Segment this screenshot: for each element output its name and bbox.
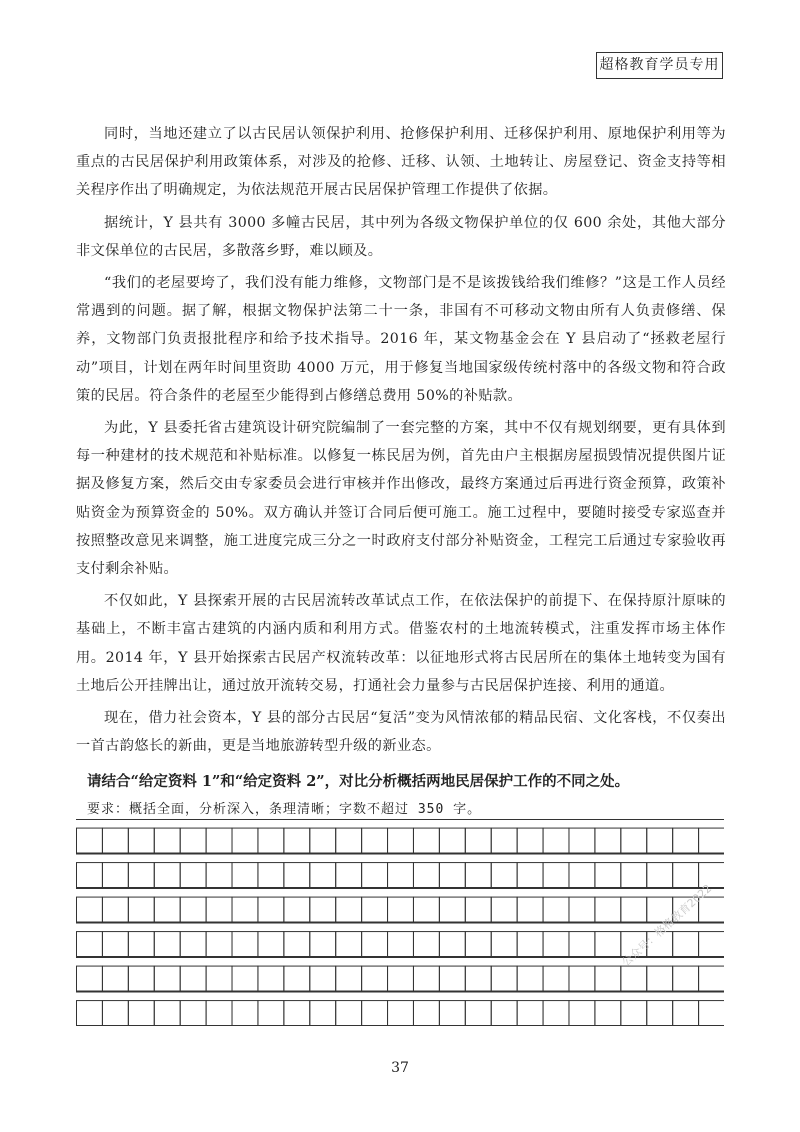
answer-cell[interactable] xyxy=(491,1001,517,1026)
answer-cell[interactable] xyxy=(517,828,543,853)
answer-cell[interactable] xyxy=(362,966,388,991)
answer-cell[interactable] xyxy=(413,863,439,888)
answer-cell[interactable] xyxy=(543,897,569,922)
material-body xyxy=(76,120,726,824)
answer-cell[interactable] xyxy=(699,1001,724,1026)
answer-cell[interactable] xyxy=(336,828,362,853)
answer-cell[interactable] xyxy=(258,932,284,957)
answer-cell[interactable] xyxy=(206,828,232,853)
answer-cell[interactable] xyxy=(543,932,569,957)
answer-cell[interactable] xyxy=(699,966,724,991)
answer-cell[interactable] xyxy=(413,966,439,991)
answer-cell[interactable] xyxy=(388,966,414,991)
answer-cell[interactable] xyxy=(206,966,232,991)
answer-cell[interactable] xyxy=(128,932,154,957)
answer-cell[interactable] xyxy=(128,966,154,991)
answer-cell[interactable] xyxy=(388,1001,414,1026)
answer-cell[interactable] xyxy=(465,897,491,922)
answer-cell[interactable] xyxy=(258,863,284,888)
answer-cell[interactable] xyxy=(543,1001,569,1026)
answer-cell[interactable] xyxy=(310,897,336,922)
answer-cell[interactable] xyxy=(517,932,543,957)
answer-cell[interactable] xyxy=(465,863,491,888)
answer-grid-svg[interactable] xyxy=(76,819,724,1026)
answer-cell[interactable] xyxy=(388,897,414,922)
answer-cell[interactable] xyxy=(336,1001,362,1026)
answer-cell[interactable] xyxy=(102,897,128,922)
answer-cell[interactable] xyxy=(621,966,647,991)
watermark: 公众号：格格教育2022 xyxy=(619,881,715,970)
answer-cell[interactable] xyxy=(102,863,128,888)
page-number: 37 xyxy=(391,1060,409,1076)
answer-cell[interactable] xyxy=(310,828,336,853)
answer-cell[interactable] xyxy=(647,966,673,991)
answer-cell[interactable] xyxy=(232,828,258,853)
answer-cell[interactable] xyxy=(102,1001,128,1026)
answer-cell[interactable] xyxy=(673,863,699,888)
paragraph: 据统计，Y 县共有 3000 多幢古民居，其中列为各级文物保护单位的仅 600 余处，其他大部分非文保单位的古民居，多散落乡野，难以顾及。 xyxy=(76,214,726,259)
answer-cell[interactable] xyxy=(310,863,336,888)
answer-cell[interactable] xyxy=(673,966,699,991)
answer-cell[interactable] xyxy=(465,1001,491,1026)
answer-cell[interactable] xyxy=(128,828,154,853)
answer-cell[interactable] xyxy=(621,1001,647,1026)
answer-cell[interactable] xyxy=(206,1001,232,1026)
answer-cell[interactable] xyxy=(569,828,595,853)
answer-cell[interactable] xyxy=(595,1001,621,1026)
answer-cell[interactable] xyxy=(517,966,543,991)
answer-cell[interactable] xyxy=(336,863,362,888)
answer-cell[interactable] xyxy=(439,828,465,853)
answer-cell[interactable] xyxy=(310,1001,336,1026)
answer-cell[interactable] xyxy=(569,1001,595,1026)
answer-cell[interactable] xyxy=(180,828,206,853)
answer-cell[interactable] xyxy=(439,932,465,957)
question-prompt: 请结合“给定资料 1”和“给定资料 2”，对比分析概括两地民居保护工作的不同之处。 xyxy=(87,773,630,791)
answer-cell[interactable] xyxy=(284,863,310,888)
answer-cell[interactable] xyxy=(154,828,180,853)
answer-cell[interactable] xyxy=(180,932,206,957)
answer-cell[interactable] xyxy=(77,863,103,888)
answer-cell[interactable] xyxy=(102,932,128,957)
answer-cell[interactable] xyxy=(310,966,336,991)
answer-cell[interactable] xyxy=(595,966,621,991)
answer-cell[interactable] xyxy=(517,897,543,922)
answer-cell[interactable] xyxy=(465,828,491,853)
answer-cell[interactable] xyxy=(180,863,206,888)
answer-cell[interactable] xyxy=(491,828,517,853)
question-requirement: 要求：概括全面，分析深入，条理清晰；字数不超过 350 字。 xyxy=(87,802,482,818)
answer-cell[interactable] xyxy=(388,863,414,888)
answer-cell[interactable] xyxy=(232,932,258,957)
answer-cell[interactable] xyxy=(284,1001,310,1026)
answer-cell[interactable] xyxy=(362,863,388,888)
answer-cell[interactable] xyxy=(154,897,180,922)
answer-cell[interactable] xyxy=(77,966,103,991)
answer-cell[interactable] xyxy=(699,828,724,853)
answer-cell[interactable] xyxy=(413,897,439,922)
answer-cell[interactable] xyxy=(232,966,258,991)
answer-cell[interactable] xyxy=(362,932,388,957)
answer-cell[interactable] xyxy=(77,828,103,853)
answer-cell[interactable] xyxy=(232,863,258,888)
answer-cell[interactable] xyxy=(102,966,128,991)
answer-cell[interactable] xyxy=(413,1001,439,1026)
answer-cell[interactable] xyxy=(128,897,154,922)
answer-cell[interactable] xyxy=(284,897,310,922)
answer-cell[interactable] xyxy=(258,897,284,922)
answer-cell[interactable] xyxy=(491,966,517,991)
answer-cell[interactable] xyxy=(569,966,595,991)
answer-cell[interactable] xyxy=(491,863,517,888)
answer-cell[interactable] xyxy=(647,1001,673,1026)
paragraph: “我们的老屋要垮了，我们没有能力维修，文物部门是不是该拨钱给我们维修？”这是工作人员经常遇到的问题。据了解，根据文物保护法第二十一条，非国有不可移动文物由所有人负责修缮、保养，文物部门负责报批程序和给予技术指导。2016 年，某文物基金会在 Y 县启动了“拯救老屋行动”项目，计划在两年时间里资助 4000 万元，用于修复当地国家级传统村落中的各级文物和符合政策的民居。符合条件的老屋至少能得到占修缮总费用 50%的补贴款。 xyxy=(76,275,726,404)
answer-cell[interactable] xyxy=(310,932,336,957)
answer-cell[interactable] xyxy=(673,1001,699,1026)
answer-cell[interactable] xyxy=(362,897,388,922)
answer-cell[interactable] xyxy=(154,1001,180,1026)
answer-cell[interactable] xyxy=(647,863,673,888)
answer-cell[interactable] xyxy=(439,1001,465,1026)
answer-cell[interactable] xyxy=(491,897,517,922)
answer-cell[interactable] xyxy=(206,932,232,957)
answer-cell[interactable] xyxy=(413,828,439,853)
answer-cell[interactable] xyxy=(336,897,362,922)
answer-cell[interactable] xyxy=(543,966,569,991)
answer-cell[interactable] xyxy=(439,863,465,888)
answer-cell[interactable] xyxy=(258,828,284,853)
answer-cell[interactable] xyxy=(128,863,154,888)
answer-cell[interactable] xyxy=(77,897,103,922)
answer-cell[interactable] xyxy=(517,863,543,888)
answer-cell[interactable] xyxy=(180,966,206,991)
answer-cell[interactable] xyxy=(77,932,103,957)
answer-cell[interactable] xyxy=(258,1001,284,1026)
answer-cell[interactable] xyxy=(284,966,310,991)
answer-cell[interactable] xyxy=(673,932,699,957)
answer-cell[interactable] xyxy=(647,828,673,853)
answer-cell[interactable] xyxy=(595,932,621,957)
answer-cell[interactable] xyxy=(465,932,491,957)
answer-cell[interactable] xyxy=(206,863,232,888)
answer-cell[interactable] xyxy=(595,897,621,922)
answer-cell[interactable] xyxy=(206,897,232,922)
answer-cell[interactable] xyxy=(621,897,647,922)
answer-cell[interactable] xyxy=(621,828,647,853)
header-badge: 超格教育学员专用 xyxy=(596,52,723,79)
answer-cell[interactable] xyxy=(439,966,465,991)
answer-cell[interactable] xyxy=(388,932,414,957)
answer-cell[interactable] xyxy=(336,966,362,991)
answer-cell[interactable] xyxy=(569,897,595,922)
answer-cell[interactable] xyxy=(336,932,362,957)
answer-cell[interactable] xyxy=(543,828,569,853)
answer-cell[interactable] xyxy=(673,828,699,853)
answer-cell[interactable] xyxy=(465,966,491,991)
answer-cell[interactable] xyxy=(258,966,284,991)
answer-cell[interactable] xyxy=(128,1001,154,1026)
answer-cell[interactable] xyxy=(232,1001,258,1026)
answer-cell[interactable] xyxy=(699,932,724,957)
answer-cell[interactable] xyxy=(154,966,180,991)
answer-cell[interactable] xyxy=(77,1001,103,1026)
answer-cell[interactable] xyxy=(154,932,180,957)
answer-cell[interactable] xyxy=(180,1001,206,1026)
answer-grid[interactable] xyxy=(76,819,724,1026)
answer-cell[interactable] xyxy=(413,932,439,957)
answer-cell[interactable] xyxy=(284,932,310,957)
answer-cell[interactable] xyxy=(388,828,414,853)
answer-cell[interactable] xyxy=(569,932,595,957)
answer-cell[interactable] xyxy=(154,863,180,888)
answer-cell[interactable] xyxy=(569,863,595,888)
paragraph: 同时，当地还建立了以古民居认领保护利用、抢修保护利用、迁移保护利用、原地保护利用等为重点的古民居保护利用政策体系，对涉及的抢修、迁移、认领、土地转让、房屋登记、资金支持等相关程序作出了明确规定，为依法规范开展古民居保护管理工作提供了依据。 xyxy=(76,126,726,199)
answer-cell[interactable] xyxy=(362,828,388,853)
paragraph: 现在，借力社会资本，Y 县的部分古民居“复活”变为风情浓郁的精品民宿、文化客栈，不仅奏出一首古韵悠长的新曲，更是当地旅游转型升级的新业态。 xyxy=(76,710,726,755)
answer-cell[interactable] xyxy=(491,932,517,957)
answer-cell[interactable] xyxy=(595,828,621,853)
paragraph: 为此，Y 县委托省古建筑设计研究院编制了一套完整的方案，其中不仅有规划纲要，更有具体到每一种建材的技术规范和补贴标准。以修复一栋民居为例，首先由户主根据房屋损毁情况提供图片证据及修复方案，然后交由专家委员会进行审核并作出修改，最终方案通过后再进行资金预算，政策补贴资金为预算资金的 50%。双方确认并签订合同后便可施工。施工过程中，要随时接受专家巡查并按照整改意见来调整，施工进度完成三分之一时政府支付部分补贴资金，工程完工后通过专家验收再支付剩余补贴。 xyxy=(76,420,726,578)
answer-cell[interactable] xyxy=(621,863,647,888)
answer-cell[interactable] xyxy=(362,1001,388,1026)
answer-cell[interactable] xyxy=(595,863,621,888)
paragraph: 不仅如此，Y 县探索开展的古民居流转改革试点工作，在依法保护的前提下、在保持原汁原味的基础上，不断丰富古建筑的内涵内质和利用方式。借鉴农村的土地流转模式，注重发挥市场主体作用。2014 年，Y 县开始探索古民居产权流转改革：以征地形式将古民居所在的集体土地转变为国有土地后公开挂牌出让，通过放开流转交易，打通社会力量参与古民居保护连接、利用的通道。 xyxy=(76,593,726,694)
answer-cell[interactable] xyxy=(517,1001,543,1026)
answer-cell[interactable] xyxy=(180,897,206,922)
answer-cell[interactable] xyxy=(284,828,310,853)
answer-cell[interactable] xyxy=(439,897,465,922)
answer-cell[interactable] xyxy=(543,863,569,888)
answer-cell[interactable] xyxy=(102,828,128,853)
answer-cell[interactable] xyxy=(232,897,258,922)
